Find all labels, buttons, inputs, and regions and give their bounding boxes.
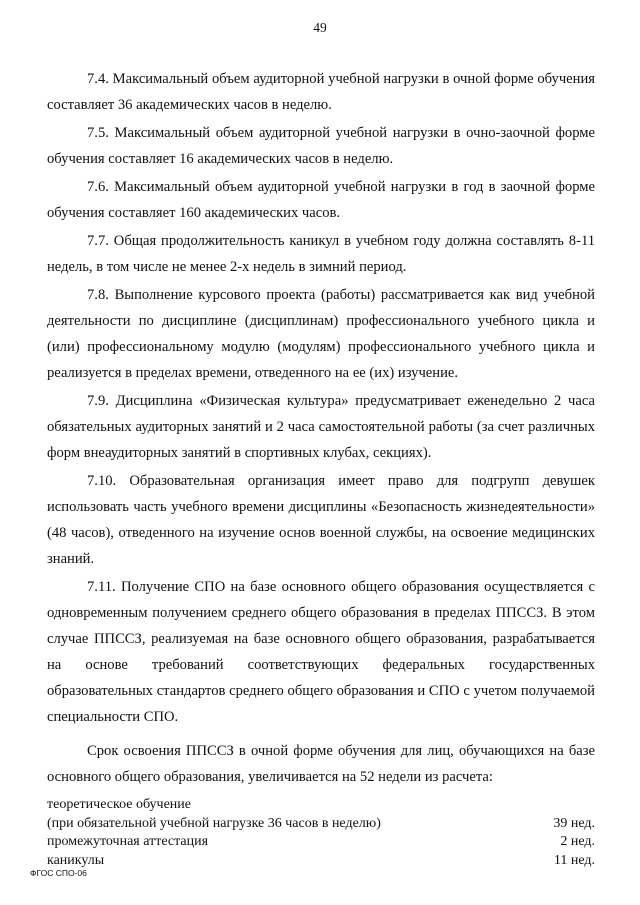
paragraph-duration: Срок освоения ППССЗ в очной форме обучения для лиц, обучающихся на базе основного общего образования, увеличивается на 52 недели из расчета: (47, 743, 595, 785)
breakdown-label: (при обязательной учебной нагрузке 36 часов в неделю) (47, 815, 381, 831)
breakdown-value: 11 нед. (553, 852, 595, 868)
breakdown-value: 39 нед. (553, 815, 595, 831)
paragraph-7-4: 7.4. Максимальный объем аудиторной учебной нагрузки в очной форме обучения составляет 36 академических часов в неделю. (47, 71, 595, 113)
breakdown-row (47, 852, 595, 871)
footer-doc-code: ФГОС СПО-06 (30, 868, 87, 878)
breakdown-row (47, 815, 595, 834)
breakdown-heading: теоретическое обучение (47, 797, 191, 812)
paragraph-7-8: 7.8. Выполнение курсового проекта (работы) рассматривается как вид учебной деятельности по дисциплине (дисциплинам) профессионального учебного цикла и (или) профессиональному модулю (модулям) профессионального учебного цикла и реализуется в пределах времени, отведенного на ее (их) изучение. (47, 287, 595, 381)
breakdown-label: каникулы (47, 852, 105, 868)
breakdown-value: 2 нед. (560, 834, 595, 849)
breakdown-row (47, 833, 595, 852)
paragraph-7-9: 7.9. Дисциплина «Физическая культура» предусматривает еженедельно 2 часа обязательных аудиторных занятий и 2 часа самостоятельной работы (за счет различных форм внеаудиторных занятий в спортивных клубах, секциях). (47, 393, 595, 461)
paragraph-7-5: 7.5. Максимальный объем аудиторной учебной нагрузки в очно-заочной форме обучения составляет 16 академических часов в неделю. (47, 125, 595, 167)
page-number: 49 (313, 20, 327, 35)
paragraph-7-7: 7.7. Общая продолжительность каникул в учебном году должна составлять 8-11 недель, в том числе не менее 2-х недель в зимний период. (47, 233, 595, 275)
paragraph-7-10: 7.10. Образовательная организация имеет право для подгрупп девушек использовать часть учебного времени дисциплины «Безопасность жизнедеятельности» (48 часов), отведенного на изучение основ военной службы, на освоение медицинских знаний. (47, 473, 595, 567)
document-body (47, 66, 595, 870)
paragraph-7-11: 7.11. Получение СПО на базе основного общего образования осуществляется с одновременным получением среднего общего образования в пределах ППССЗ. В этом случае ППССЗ, реализуемая на базе основного общего образования, разрабатывается на основе требований соответствующих федеральных государственных образовательных стандартов среднего общего образования и СПО с учетом получаемой специальности СПО. (47, 579, 595, 725)
paragraph-7-6: 7.6. Максимальный объем аудиторной учебной нагрузки в год в заочной форме обучения составляет 160 академических часов. (47, 179, 595, 221)
breakdown-label: промежуточная аттестация (47, 834, 209, 849)
study-time-breakdown (47, 796, 595, 870)
